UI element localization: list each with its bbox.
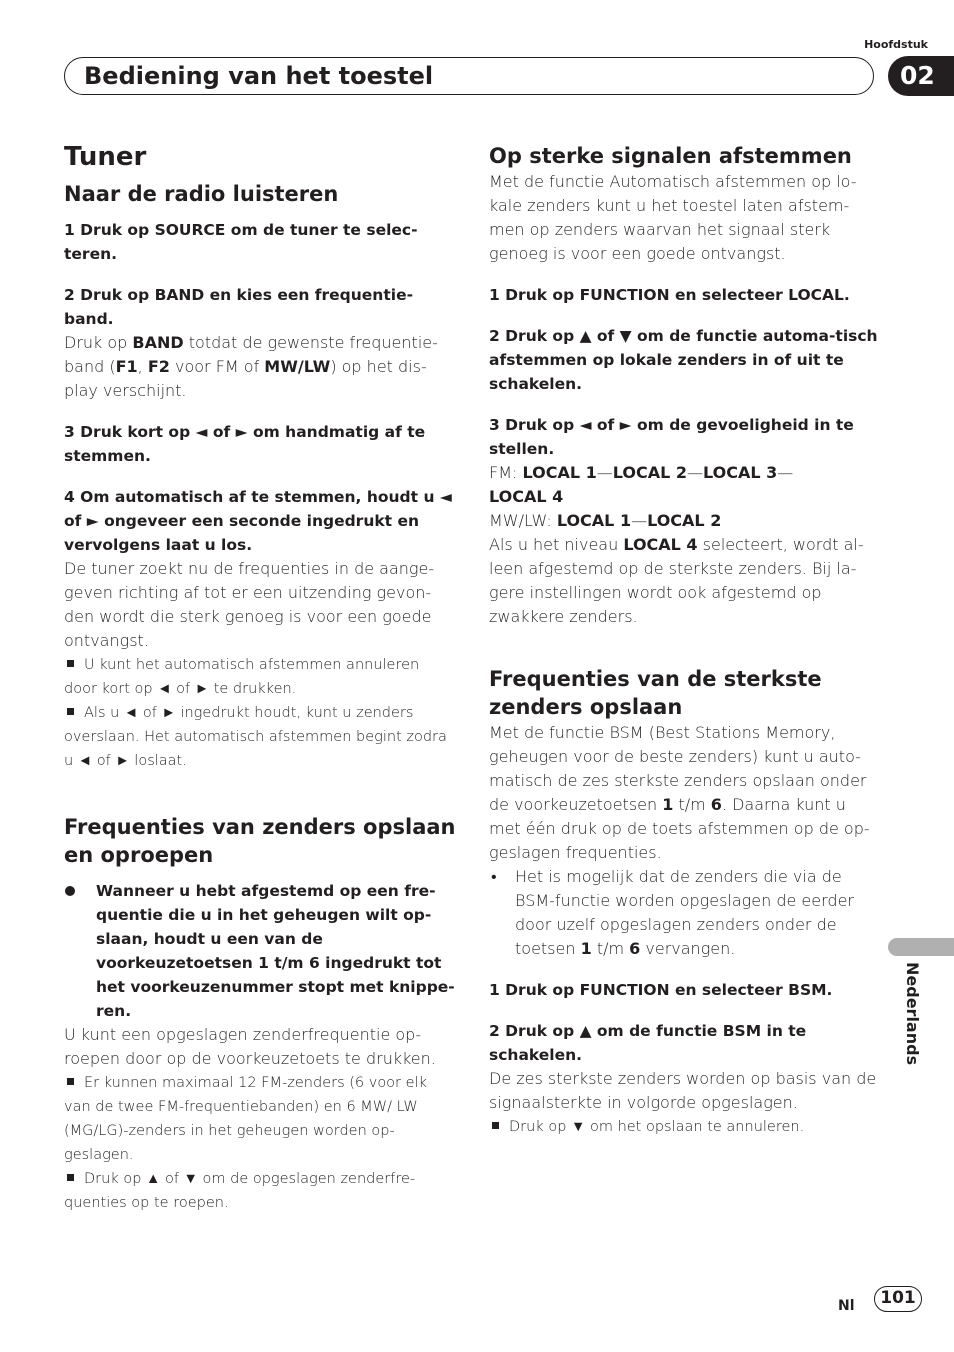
store-body: U kunt een opgeslagen zenderfrequentie op-roepen door op de voorkeuzetoets te drukken. [64, 1025, 436, 1068]
right-column [489, 140, 881, 1139]
bsm-body: De zes sterkste zenders worden op basis van de signaalsterkte in volgorde opgeslagen. [489, 1069, 877, 1112]
local-step-3: 3 Druk op ◄ of ► om de gevoeligheid in te stellen. [489, 416, 854, 458]
mw-levels: MW/LW: LOCAL 1—LOCAL 2 [489, 511, 722, 530]
step-4-body: De tuner zoekt nu de frequenties in de aange-geven richting af tot er een uitzending gevon-den wordt die sterk genoeg is voor een goede ontvangst. [64, 559, 435, 650]
bsm-bullet: • Het is mogelijk dat de zenders die via de BSM-functie worden opgeslagen de eerder door uzelf opgeslagen zenders onder de toetsen 1 t/m 6 vervangen. [489, 865, 881, 961]
round-bullet-icon [65, 886, 75, 896]
note-recall: Druk op ▲ of ▼ om de opgeslagen zenderfre-quenties op te roepen. [64, 1171, 416, 1211]
fm-levels: FM: LOCAL 1—LOCAL 2—LOCAL 3— LOCAL 4 [489, 463, 794, 506]
left-column [64, 140, 456, 1215]
step-4: 4 Om automatisch af te stemmen, houdt u ◄ of ► ongeveer een seconde ingedrukt en vervolgens laat u los. [64, 488, 452, 554]
bsm-intro: Met de functie BSM (Best Stations Memory, geheugen voor de beste zenders) kunt u auto-matisch de zes sterkste zenders opslaan onder de voorkeuzetoetsen 1 t/m 6. Daarna kunt u met één druk op de toets afstemmen op de op-geslagen frequenties. [489, 723, 870, 862]
square-bullet-icon [67, 1078, 74, 1085]
square-bullet-icon [67, 708, 74, 715]
language-label: Nederlands [903, 962, 922, 1066]
section-heading-store-recall: Frequenties van zenders opslaan en oproepen [64, 815, 456, 867]
note-cancel-bsm: Druk op ▼ om het opslaan te annuleren. [489, 1115, 881, 1139]
note-cancel-auto: U kunt het automatisch afstemmen annuleren door kort op ◄ of ► te drukken. [64, 657, 420, 697]
language-side-label [900, 962, 924, 1082]
section-title: Bediening van het toestel [84, 62, 434, 90]
local-intro: Met de functie Automatisch afstemmen op lo-kale zenders kunt u het toestel laten afstem-men op zenders waarvan het signaal sterk genoeg is voor een goede ontvangst. [489, 172, 857, 263]
step-2-body: Druk op BAND totdat de gewenste frequentie-band (F1, F2 voor FM of MW/LW) op het dis-play verschijnt. [64, 333, 438, 400]
page-number: 101 [874, 1286, 922, 1312]
bsm-step-1: 1 Druk op FUNCTION en selecteer BSM. [489, 981, 833, 999]
chapter-number-badge: 02 [888, 56, 954, 96]
step-2: 2 Druk op BAND en kies een frequentie-band. [64, 286, 414, 328]
section-heading-listen: Naar de radio luisteren [64, 182, 339, 206]
note-skip-stations: Als u ◄ of ► ingedrukt houdt, kunt u zenders overslaan. Het automatisch afstemmen begint zodra u ◄ of ► loslaat. [64, 705, 447, 769]
local-body: Als u het niveau LOCAL 4 selecteert, wordt al-leen afgestemd op de sterkste zenders. Bij la-gere instellingen wordt ook afgestemd op zwakkere zenders. [489, 535, 864, 626]
step-1: 1 Druk op SOURCE om de tuner te selec-teren. [64, 221, 418, 263]
language-tab-marker [888, 938, 954, 956]
local-step-1: 1 Druk op FUNCTION en selecteer LOCAL. [489, 286, 850, 304]
step-store: Wanneer u hebt afgestemd op een fre-quentie die u in het geheugen wilt op-slaan, houdt u een van de voorkeuzetoetsen 1 t/m 6 ingedrukt tot het voorkeuzenummer stopt met knippe-ren. [64, 879, 456, 1023]
step-3: 3 Druk kort op ◄ of ► om handmatig af te stemmen. [64, 423, 426, 465]
chapter-label: Hoofdstuk [864, 38, 928, 51]
square-bullet-icon [67, 1174, 74, 1181]
local-step-2: 2 Druk op ▲ of ▼ om de functie automa-tisch afstemmen op lokale zenders in of uit te schakelen. [489, 327, 878, 393]
square-bullet-icon [492, 1122, 499, 1129]
section-heading-bsm: Frequenties van de sterkste zenders opslaan [489, 667, 822, 719]
page-title: Tuner [64, 142, 147, 172]
section-heading-local: Op sterke signalen afstemmen [489, 144, 852, 168]
square-bullet-icon [67, 660, 74, 667]
footer-language-code: Nl [838, 1298, 855, 1314]
note-max-stations: Er kunnen maximaal 12 FM-zenders (6 voor elk van de twee FM-frequentiebanden) en 6 MW/ LW (MG/LG)-zenders in het geheugen worden op-geslagen. [64, 1075, 427, 1163]
bsm-step-2: 2 Druk op ▲ om de functie BSM in te schakelen. [489, 1022, 807, 1064]
